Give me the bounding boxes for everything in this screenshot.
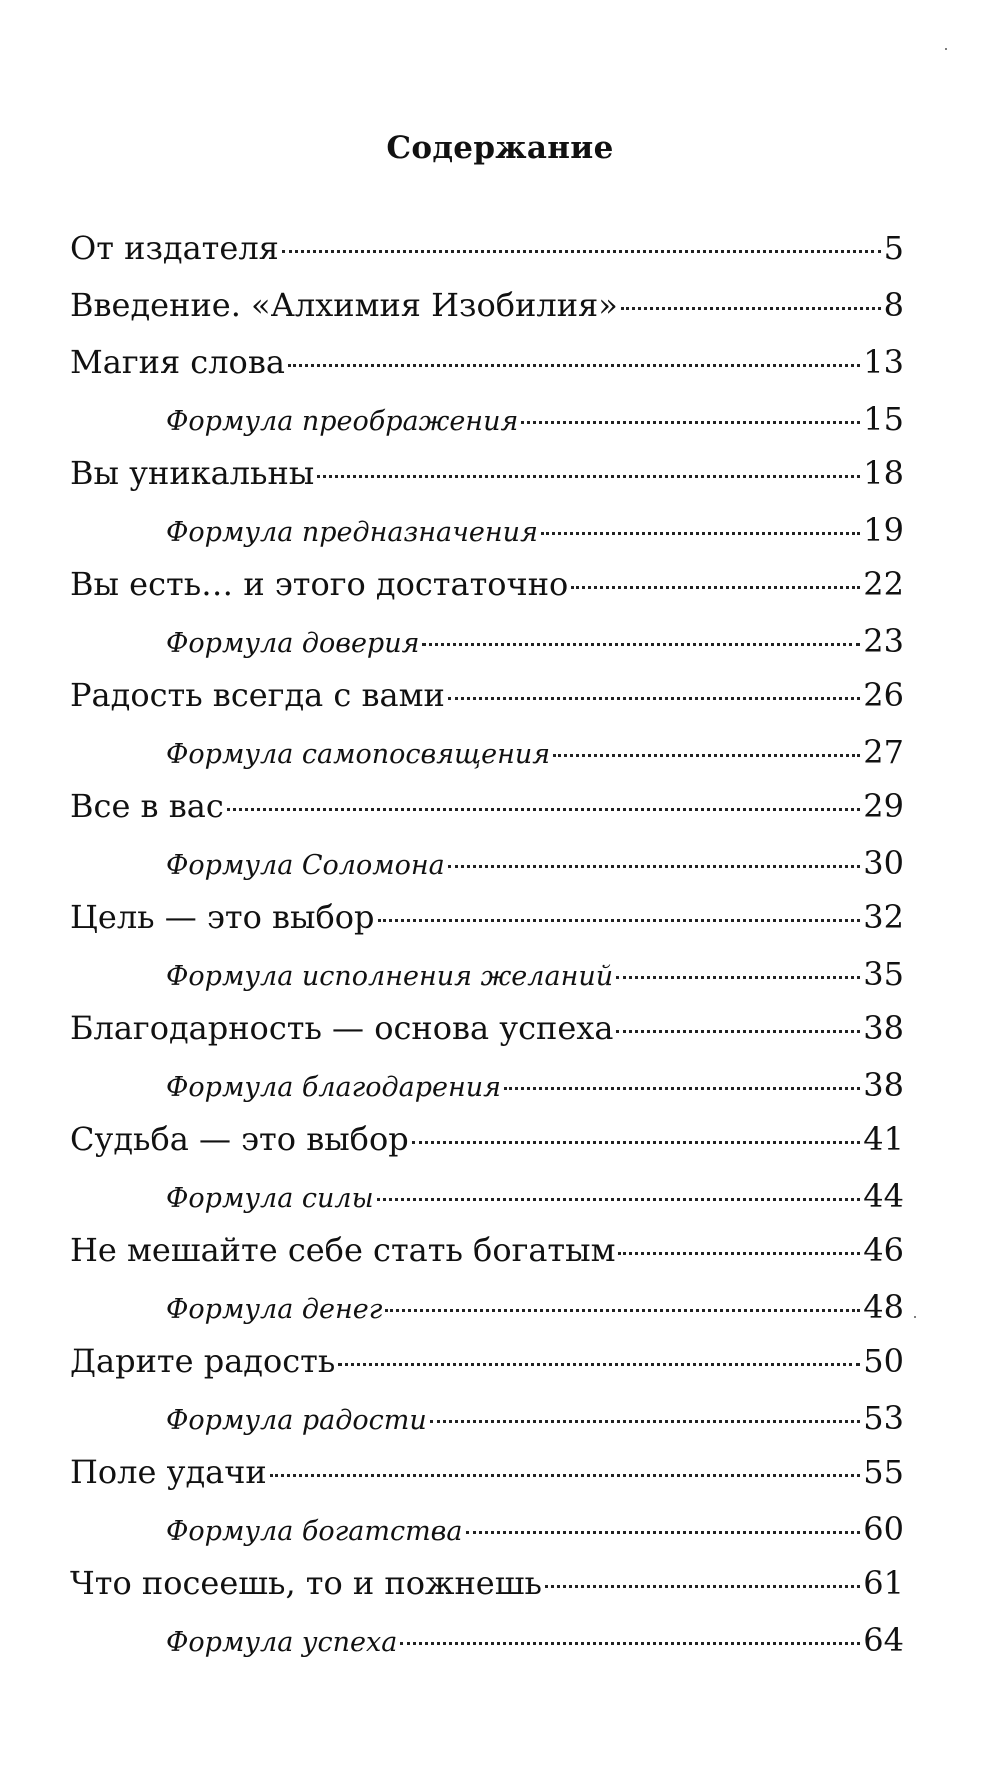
toc-entry xyxy=(70,285,904,342)
toc-entry-title: Формула Соломона xyxy=(166,850,445,881)
toc-entry-title: Вы уникальны xyxy=(70,454,315,492)
toc-subentry xyxy=(166,621,904,675)
toc-subentry xyxy=(166,732,904,786)
dot-leader xyxy=(466,1531,861,1534)
toc-page-number: 30 xyxy=(863,844,904,882)
toc-page-number: 44 xyxy=(863,1177,904,1215)
toc-entry-title: Не мешайте себе стать богатым xyxy=(70,1231,616,1269)
toc-page-number: 23 xyxy=(863,622,904,660)
dot-leader xyxy=(430,1420,861,1423)
toc-page-number: 55 xyxy=(863,1453,904,1491)
dot-leader xyxy=(545,1585,860,1588)
toc-entry xyxy=(70,342,904,399)
toc-subentry xyxy=(166,954,904,1008)
page-title: Содержание xyxy=(386,130,614,166)
toc-subentry xyxy=(166,1176,904,1230)
toc-entry-title: Формула денег xyxy=(166,1294,383,1325)
toc-page-number: 5 xyxy=(883,229,904,267)
dot-leader xyxy=(618,1252,860,1255)
toc-entry xyxy=(70,1563,904,1620)
dot-leader xyxy=(338,1363,860,1366)
dot-leader xyxy=(504,1087,860,1090)
toc-subentry xyxy=(166,1620,904,1674)
dot-leader xyxy=(616,1030,860,1033)
toc-entry-title: Вы есть… и этого достаточно xyxy=(70,565,569,603)
toc-subentry xyxy=(166,1398,904,1452)
dot-leader xyxy=(270,1474,861,1477)
toc-entry xyxy=(70,675,904,732)
toc-subentry xyxy=(166,1065,904,1119)
toc-entry-title: Все в вас xyxy=(70,787,224,825)
toc-page-number: 13 xyxy=(863,343,904,381)
toc-subentry xyxy=(166,399,904,453)
toc-page-number: 53 xyxy=(863,1399,904,1437)
toc-page-number: 41 xyxy=(863,1120,904,1158)
toc-subentry xyxy=(166,510,904,564)
dot-leader xyxy=(422,643,860,646)
toc-entry-title: Формула силы xyxy=(166,1183,374,1214)
dot-leader xyxy=(541,532,860,535)
toc-page-number: 50 xyxy=(863,1342,904,1380)
print-speck xyxy=(945,48,947,50)
toc-subentry xyxy=(166,1287,904,1341)
toc-entry-title: Формула самопосвящения xyxy=(166,739,551,770)
dot-leader xyxy=(400,1642,860,1645)
toc-entry-title: Благодарность — основа успеха xyxy=(70,1009,614,1047)
toc-entry-title: Цель — это выбор xyxy=(70,898,375,936)
dot-leader xyxy=(282,250,881,253)
toc-page-number: 48 xyxy=(863,1288,904,1326)
toc-page-number: 38 xyxy=(863,1009,904,1047)
toc-entry xyxy=(70,228,904,285)
toc-page-number: 8 xyxy=(883,286,904,324)
toc-entry xyxy=(70,897,904,954)
dot-leader xyxy=(621,307,881,310)
toc-page-number: 26 xyxy=(863,676,904,714)
dot-leader xyxy=(571,586,860,589)
toc-entry-title: Формула радости xyxy=(166,1405,427,1436)
table-of-contents xyxy=(0,228,1000,1674)
toc-page-number: 38 xyxy=(863,1066,904,1104)
dot-leader xyxy=(616,976,860,979)
toc-entry-title: Поле удачи xyxy=(70,1453,267,1491)
toc-page-number: 46 xyxy=(863,1231,904,1269)
toc-entry xyxy=(70,1008,904,1065)
toc-entry-title: Формула исполнения желаний xyxy=(166,961,614,992)
toc-page-number: 18 xyxy=(863,454,904,492)
toc-entry-title: Формула успеха xyxy=(166,1627,398,1658)
toc-page-number: 22 xyxy=(863,565,904,603)
toc-entry-title: Дарите радость xyxy=(70,1342,336,1380)
toc-entry xyxy=(70,1119,904,1176)
toc-page-number: 19 xyxy=(863,511,904,549)
dot-leader xyxy=(521,421,860,424)
dot-leader xyxy=(317,475,860,478)
toc-entry-title: Формула предназначения xyxy=(166,517,538,548)
toc-entry-title: Что посеешь, то и пожнешь xyxy=(70,1564,542,1602)
toc-entry xyxy=(70,564,904,621)
toc-subentry xyxy=(166,843,904,897)
toc-entry-title: Формула преображения xyxy=(166,406,519,437)
toc-entry xyxy=(70,1230,904,1287)
toc-page-number: 35 xyxy=(863,955,904,993)
toc-page-number: 60 xyxy=(863,1510,904,1548)
toc-entry-title: Формула благодарения xyxy=(166,1072,502,1103)
toc-subentry xyxy=(166,1509,904,1563)
toc-entry xyxy=(70,1452,904,1509)
toc-page-number: 15 xyxy=(863,400,904,438)
toc-page-number: 29 xyxy=(863,787,904,825)
toc-page-number: 32 xyxy=(863,898,904,936)
toc-entry-title: Формула доверия xyxy=(166,628,420,659)
dot-leader xyxy=(448,865,861,868)
dot-leader xyxy=(385,1309,860,1312)
toc-page-number: 61 xyxy=(863,1564,904,1602)
dot-leader xyxy=(378,919,861,922)
dot-leader xyxy=(377,1198,861,1201)
toc-entry xyxy=(70,453,904,510)
toc-entry-title: Магия слова xyxy=(70,343,285,381)
dot-leader xyxy=(288,364,860,367)
toc-entry-title: Введение. «Алхимия Изобилия» xyxy=(70,286,618,324)
toc-entry-title: Судьба — это выбор xyxy=(70,1120,409,1158)
dot-leader xyxy=(448,697,860,700)
toc-entry-title: От издателя xyxy=(70,229,279,267)
toc-entry xyxy=(70,1341,904,1398)
print-speck xyxy=(914,1316,916,1318)
toc-page-number: 64 xyxy=(863,1621,904,1659)
toc-entry xyxy=(70,786,904,843)
toc-entry-title: Радость всегда с вами xyxy=(70,676,445,714)
dot-leader xyxy=(412,1141,861,1144)
toc-entry-title: Формула богатства xyxy=(166,1516,463,1547)
dot-leader xyxy=(227,808,861,811)
toc-page-number: 27 xyxy=(863,733,904,771)
dot-leader xyxy=(553,754,860,757)
